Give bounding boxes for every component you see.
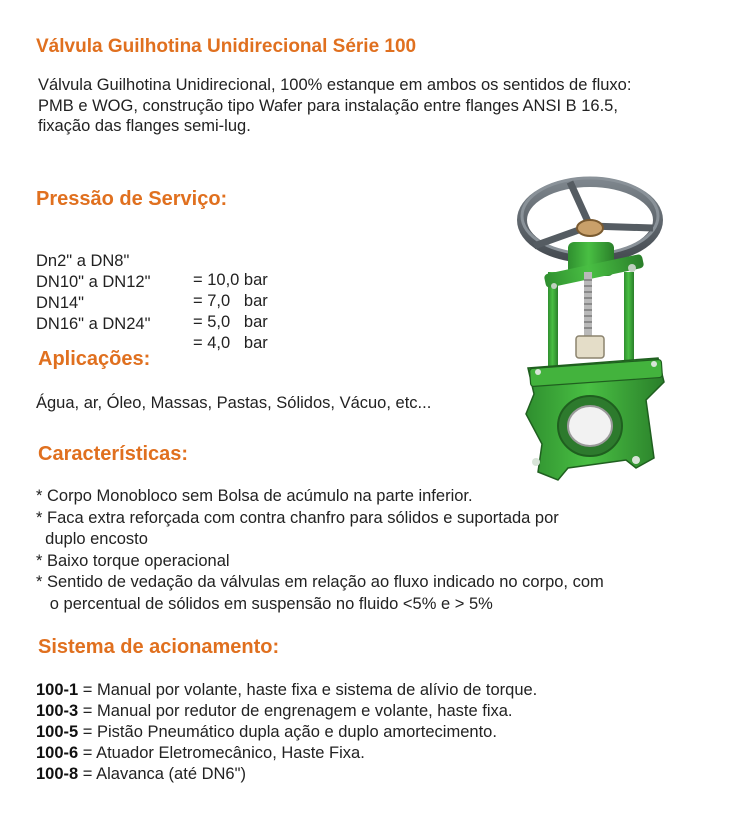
actuation-item	[36, 701, 537, 722]
actuation-list	[36, 680, 537, 785]
intro-line: Válvula Guilhotina Unidirecional, 100% estanque em ambos os sentidos de fluxo:	[38, 76, 632, 94]
actuation-heading: Sistema de acionamento:	[38, 636, 280, 658]
feature-line: o percentual de sólidos em suspensão no fluido <5% e > 5%	[36, 594, 493, 613]
features-heading: Características:	[38, 443, 189, 465]
feature-line: * Corpo Monobloco sem Bolsa de acúmulo na parte inferior.	[36, 487, 473, 505]
actuation-desc: = Manual por volante, haste fixa e sistema de alívio de torque.	[78, 681, 538, 699]
page-title: Válvula Guilhotina Unidirecional Série 100	[36, 36, 417, 57]
pressure-heading: Pressão de Serviço:	[36, 188, 228, 210]
knife-gate-valve-illustration	[508, 168, 668, 486]
intro-line: fixação das flanges semi-lug.	[38, 117, 251, 135]
feature-line: * Sentido de vedação da válvulas em relação ao fluxo indicado no corpo, com	[36, 573, 604, 591]
actuation-item	[36, 680, 537, 701]
intro-line: PMB e WOG, construção tipo Wafer para instalação entre flanges ANSI B 16.5,	[38, 96, 618, 115]
feature-line: * Baixo torque operacional	[36, 551, 230, 570]
pressure-value: = 10,0 bar	[193, 271, 268, 289]
applications-heading: Aplicações:	[38, 348, 151, 370]
pressure-size: DN16" a DN24"	[36, 315, 151, 333]
valve-body-icon	[526, 358, 664, 480]
applications-text: Água, ar, Óleo, Massas, Pastas, Sólidos, Vácuo, etc...	[36, 394, 432, 412]
pressure-value: = 4,0 bar	[193, 334, 268, 352]
pressure-size: DN10" a DN12"	[36, 273, 151, 291]
features-list	[36, 486, 604, 615]
pressure-size: DN14"	[36, 294, 85, 312]
actuation-desc: = Manual por redutor de engrenagem e volante, haste fixa.	[78, 702, 513, 720]
actuation-code: 100-3	[36, 702, 79, 720]
feature-line: * Faca extra reforçada com contra chanfro para sólidos e suportada por	[36, 508, 559, 527]
actuation-desc: = Pistão Pneumático dupla ação e duplo amortecimento.	[78, 723, 497, 741]
feature-line: duplo encosto	[36, 530, 148, 548]
actuation-code: 100-1	[36, 681, 79, 699]
intro-paragraph	[38, 75, 738, 137]
actuation-code: 100-8	[36, 765, 79, 783]
actuation-desc: = Alavanca (até DN6")	[78, 765, 246, 783]
actuation-item	[36, 722, 537, 743]
stem-icon	[576, 272, 604, 358]
pressure-value: = 5,0 bar	[193, 313, 268, 331]
actuation-code: 100-6	[36, 744, 79, 762]
actuation-item	[36, 764, 537, 785]
pressure-value: = 7,0 bar	[193, 292, 268, 310]
actuation-item	[36, 743, 537, 764]
actuation-desc: = Atuador Eletromecânico, Haste Fixa.	[78, 744, 365, 762]
actuation-code: 100-5	[36, 723, 79, 741]
pressure-size: Dn2" a DN8"	[36, 252, 130, 270]
